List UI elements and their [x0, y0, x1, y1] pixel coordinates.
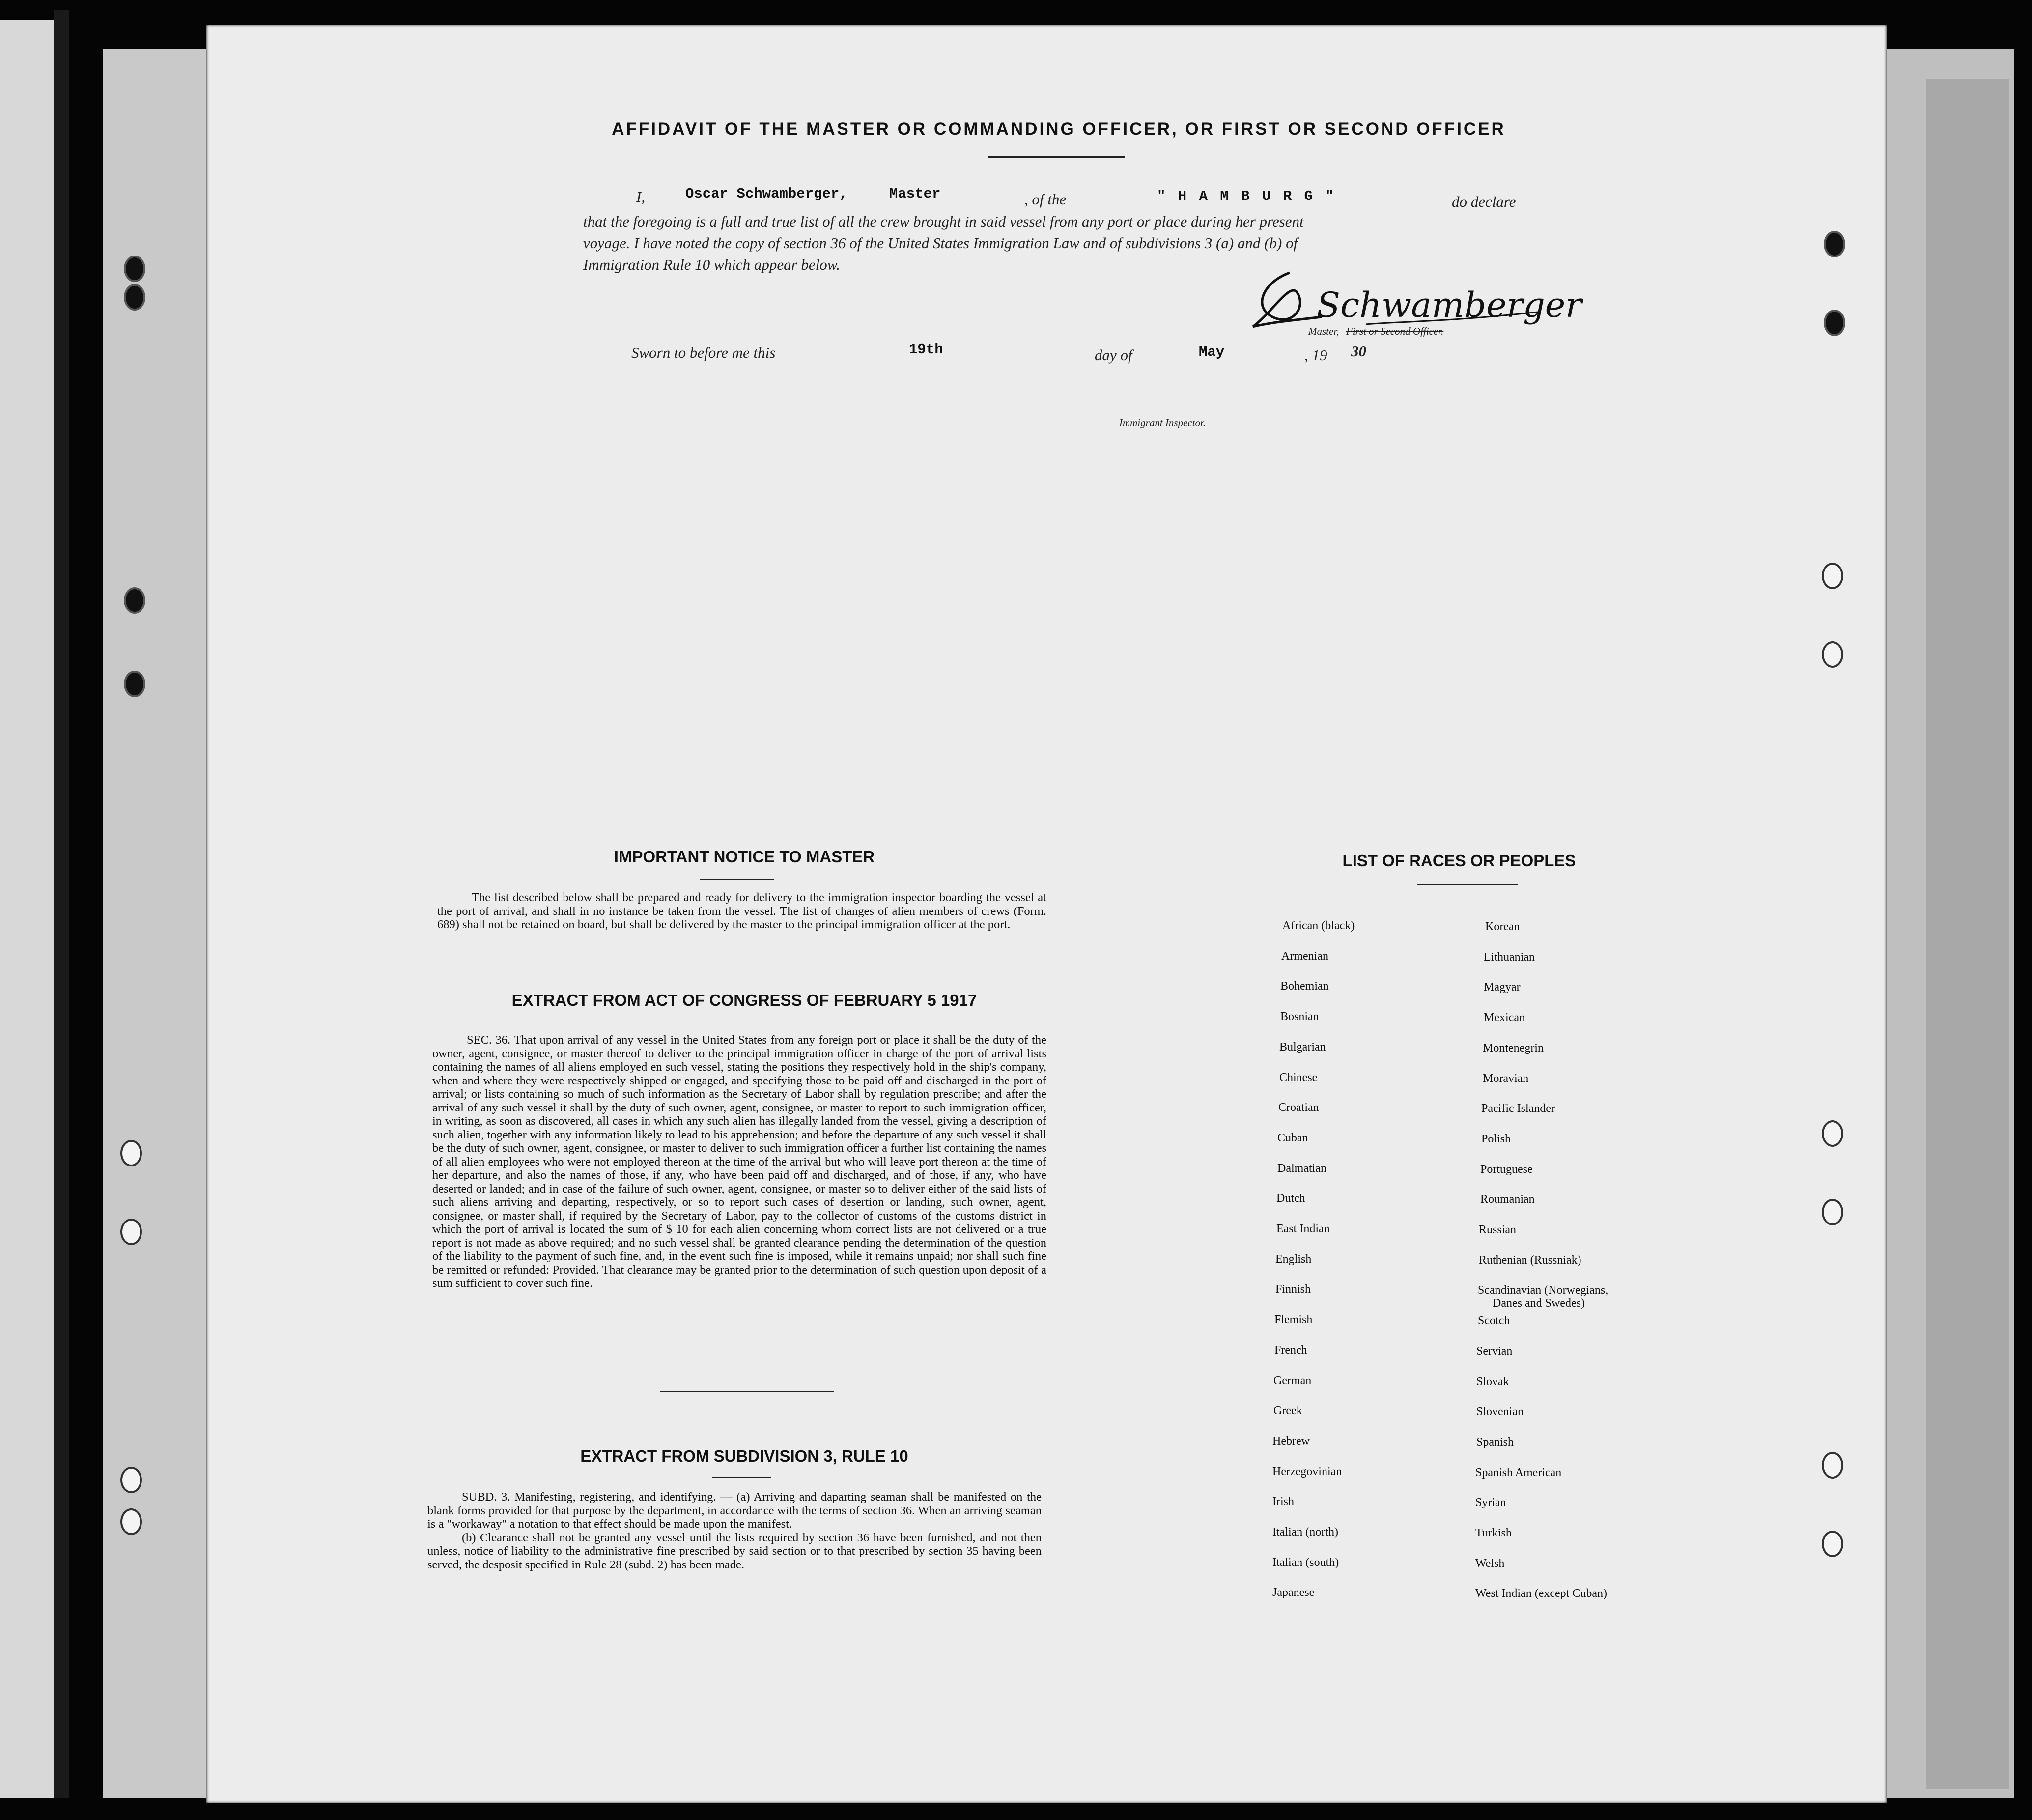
race-item: Syrian	[1475, 1496, 1506, 1509]
subd-b: (b) Clearance shall not be granted any vessel until the lists required by section 36 have been furnished, and not then unless, notice of liability to the administrative fine prescribed by said section or to that prescribed by section 35 having been served, the desposit specified in Rule 28 (subd. 2) has been made.	[427, 1531, 1042, 1571]
race-item: Herzegovinian	[1272, 1465, 1342, 1478]
race-item: Bulgarian	[1279, 1041, 1326, 1053]
do-declare: do declare	[1452, 193, 1516, 210]
race-item: Japanese	[1272, 1586, 1315, 1599]
signature-text: Schwamberger	[1317, 285, 1582, 325]
punch-hole	[1822, 563, 1843, 589]
sworn-month: May	[1199, 344, 1225, 360]
master-name: Oscar Schwamberger,	[685, 186, 848, 202]
underlying-page-left	[103, 49, 206, 1798]
race-item: German	[1273, 1374, 1312, 1387]
affidavit-i: I,	[636, 188, 646, 205]
race-item: Dutch	[1276, 1192, 1305, 1205]
punch-hole	[120, 1219, 142, 1245]
race-item: Mexican	[1484, 1011, 1525, 1024]
notice-divider	[700, 879, 774, 880]
race-item: African (black)	[1282, 919, 1355, 932]
punch-hole	[1824, 310, 1845, 336]
race-item: Pacific Islander	[1481, 1102, 1555, 1115]
race-item: Scotch	[1478, 1314, 1510, 1327]
punch-hole	[124, 671, 145, 697]
race-item: Servian	[1476, 1345, 1513, 1358]
race-item: Italian (south)	[1272, 1556, 1339, 1569]
act-title: EXTRACT FROM ACT OF CONGRESS OF FEBRUARY 5 1917	[511, 991, 977, 1009]
of-the-label: , of the	[1024, 191, 1067, 208]
act-text: SEC. 36. That upon arrival of any vessel in the United States from any foreign port or place it shall be the duty of the owner, agent, consignee, or master thereof to deliver to the principal immigration officer in charge of the port of arrival lists containing the names of all aliens employed en such vessel, stating the positions they respectively hold in the ship's company, when and where they were respectively shipped or engaged, and specifying those to be paid off and discharged in the port of arrival; or lists containing so much of such information as the Secretary of Labor shall by regulation prescribe; and after the arrival of any such vessel it shall by the duty of such owner, agent, consignee, or master to report to such immigration officer, in writing, as soon as discovered, all cases in which any such alien has illegally landed from the vessel, giving a description of such alien, together with any information likely to lead to his apprehension; and before the departure of any such vessel it shall be the duty of such owner, agent, consignee, or master to deliver to such immigration officer a further list containing the names of all alien employees who were not employed thereon at the time of the arrival but who will leave port thereon at the time of her departure, and also the names of those, if any, who have been paid off and discharged, and of those, if any, who have deserted or landed; and in case of the failure of such owner, agent, consignee, or master so to deliver either of the said lists of such aliens arriving and departing, respectively, or so to report such cases of desertion or landing, such owner, agent, consignee, or master shall, if required by the Secretary of Labor, pay to the collector of customs of the customs district in which the port of arrival is located the sum of $ 10 for each alien concerning whom correct lists are not delivered or a true report is not made as above required; and no such vessel shall be granted clearance pending the determination of the question of the liability to the payment of such fine, and, in the event such fine is imposed, while it remains unpaid; nor shall such fine be remitted or refunded: Provided. That clearance may be granted prior to the determination of such question upon deposit of a sum sufficient to cover such fine.	[432, 1033, 1046, 1290]
sig-caption-officer: First or Second Officer.	[1346, 325, 1444, 337]
race-item: Scandinavian (Norwegians,	[1478, 1284, 1609, 1297]
race-item: Armenian	[1281, 950, 1328, 963]
race-item: Lithuanian	[1484, 951, 1535, 964]
race-item: Magyar	[1484, 981, 1521, 994]
vessel-name: " H A M B U R G "	[1157, 188, 1336, 204]
inspector-caption: Immigrant Inspector.	[1119, 417, 1206, 428]
race-item: Bosnian	[1280, 1010, 1319, 1023]
race-item: Spanish	[1476, 1436, 1514, 1449]
rule-text	[427, 1490, 1042, 1571]
underlying-page-right-edge	[1926, 79, 2009, 1789]
race-item: Roumanian	[1480, 1193, 1535, 1206]
race-item: Montenegrin	[1483, 1042, 1544, 1054]
subd-a: SUBD. 3. Manifesting, registering, and identifying. — (a) Arriving and daparting seaman shall be manifested on the blank forms provided for that purpose by the department, in accordance with the terms of section 36. When an arriving seaman is a "workaway" a notation to that effect should be made upon the manifest.	[427, 1490, 1042, 1531]
punch-hole	[1822, 1452, 1843, 1479]
notice-text: The list described below shall be prepared and ready for delivery to the immigration inspector boarding the vessel at the port of arrival, and shall in no instance be taken from the vessel. The list of changes of alien members of crews (Form. 689) shall not be retained on board, but shall be delivered by the master to the principal immigration officer at the port.	[437, 891, 1046, 931]
affidavit-line-2: that the foregoing is a full and true list of all the crew brought in said vessel from any port or place during her present	[583, 213, 1304, 230]
affidavit-line-3: voyage. I have noted the copy of section 36 of the United States Immigration Law and of subdivisions 3 (a) and (b) of	[583, 234, 1298, 252]
race-item: Croatian	[1278, 1101, 1319, 1114]
race-item: Spanish American	[1475, 1466, 1562, 1479]
sworn-label: Sworn to before me this	[631, 344, 776, 361]
punch-hole	[120, 1467, 142, 1493]
race-item: Dalmatian	[1277, 1162, 1326, 1175]
notice-title: IMPORTANT NOTICE TO MASTER	[614, 848, 875, 866]
affidavit-line-4: Immigration Rule 10 which appear below.	[583, 256, 840, 273]
race-item: Flemish	[1274, 1313, 1313, 1326]
race-item: Cuban	[1277, 1132, 1308, 1144]
section-divider	[660, 1391, 834, 1392]
race-item: Turkish	[1475, 1527, 1512, 1539]
race-item: Bohemian	[1280, 980, 1329, 993]
race-item: Polish	[1481, 1133, 1511, 1145]
race-item: Ruthenian (Russniak)	[1479, 1254, 1581, 1267]
punch-hole	[1822, 641, 1843, 668]
race-item: Slovenian	[1476, 1405, 1524, 1418]
punch-hole	[124, 256, 145, 282]
race-item: English	[1275, 1253, 1312, 1266]
race-item: Chinese	[1279, 1071, 1318, 1084]
race-item: Hebrew	[1272, 1435, 1310, 1448]
year-prefix: , 19	[1304, 346, 1327, 364]
races-title: LIST OF RACES OR PEOPLES	[1342, 852, 1576, 870]
race-item: Greek	[1273, 1404, 1302, 1417]
punch-hole	[1824, 231, 1845, 257]
master-rank: Master	[889, 186, 941, 202]
sworn-day: 19th	[909, 341, 943, 358]
punch-hole	[1822, 1120, 1843, 1147]
race-item: Finnish	[1275, 1283, 1311, 1296]
affidavit-title: AFFIDAVIT OF THE MASTER OR COMMANDING OFFICER, OR FIRST OR SECOND OFFICER	[612, 119, 1506, 139]
race-item: Welsh	[1475, 1557, 1505, 1570]
race-item: Korean	[1485, 920, 1520, 933]
title-divider	[988, 156, 1125, 158]
race-item-continuation: Danes and Swedes)	[1493, 1297, 1585, 1309]
race-item: Slovak	[1476, 1375, 1509, 1388]
race-item: Russian	[1479, 1223, 1517, 1236]
rule-title: EXTRACT FROM SUBDIVISION 3, RULE 10	[580, 1447, 908, 1465]
race-item: Moravian	[1483, 1072, 1529, 1085]
race-item: East Indian	[1276, 1223, 1330, 1235]
punch-hole	[120, 1140, 142, 1166]
left-page-edge	[0, 20, 54, 1798]
punch-hole	[1822, 1531, 1843, 1557]
race-item: Irish	[1272, 1495, 1294, 1508]
rule-divider	[712, 1477, 771, 1478]
punch-hole	[120, 1508, 142, 1535]
day-of-label: day of	[1095, 346, 1132, 364]
races-divider	[1417, 884, 1518, 885]
year-suffix: 30	[1351, 342, 1366, 360]
punch-hole	[1822, 1199, 1843, 1225]
master-signature	[1243, 263, 1582, 351]
punch-hole	[124, 587, 145, 614]
race-item: French	[1274, 1344, 1307, 1357]
binder-spine	[54, 10, 69, 1798]
punch-hole	[124, 284, 145, 311]
race-item: Italian (north)	[1272, 1526, 1338, 1538]
race-item: Portuguese	[1480, 1163, 1533, 1176]
race-item: West Indian (except Cuban)	[1475, 1587, 1607, 1600]
sig-caption-master: Master,	[1308, 325, 1339, 337]
